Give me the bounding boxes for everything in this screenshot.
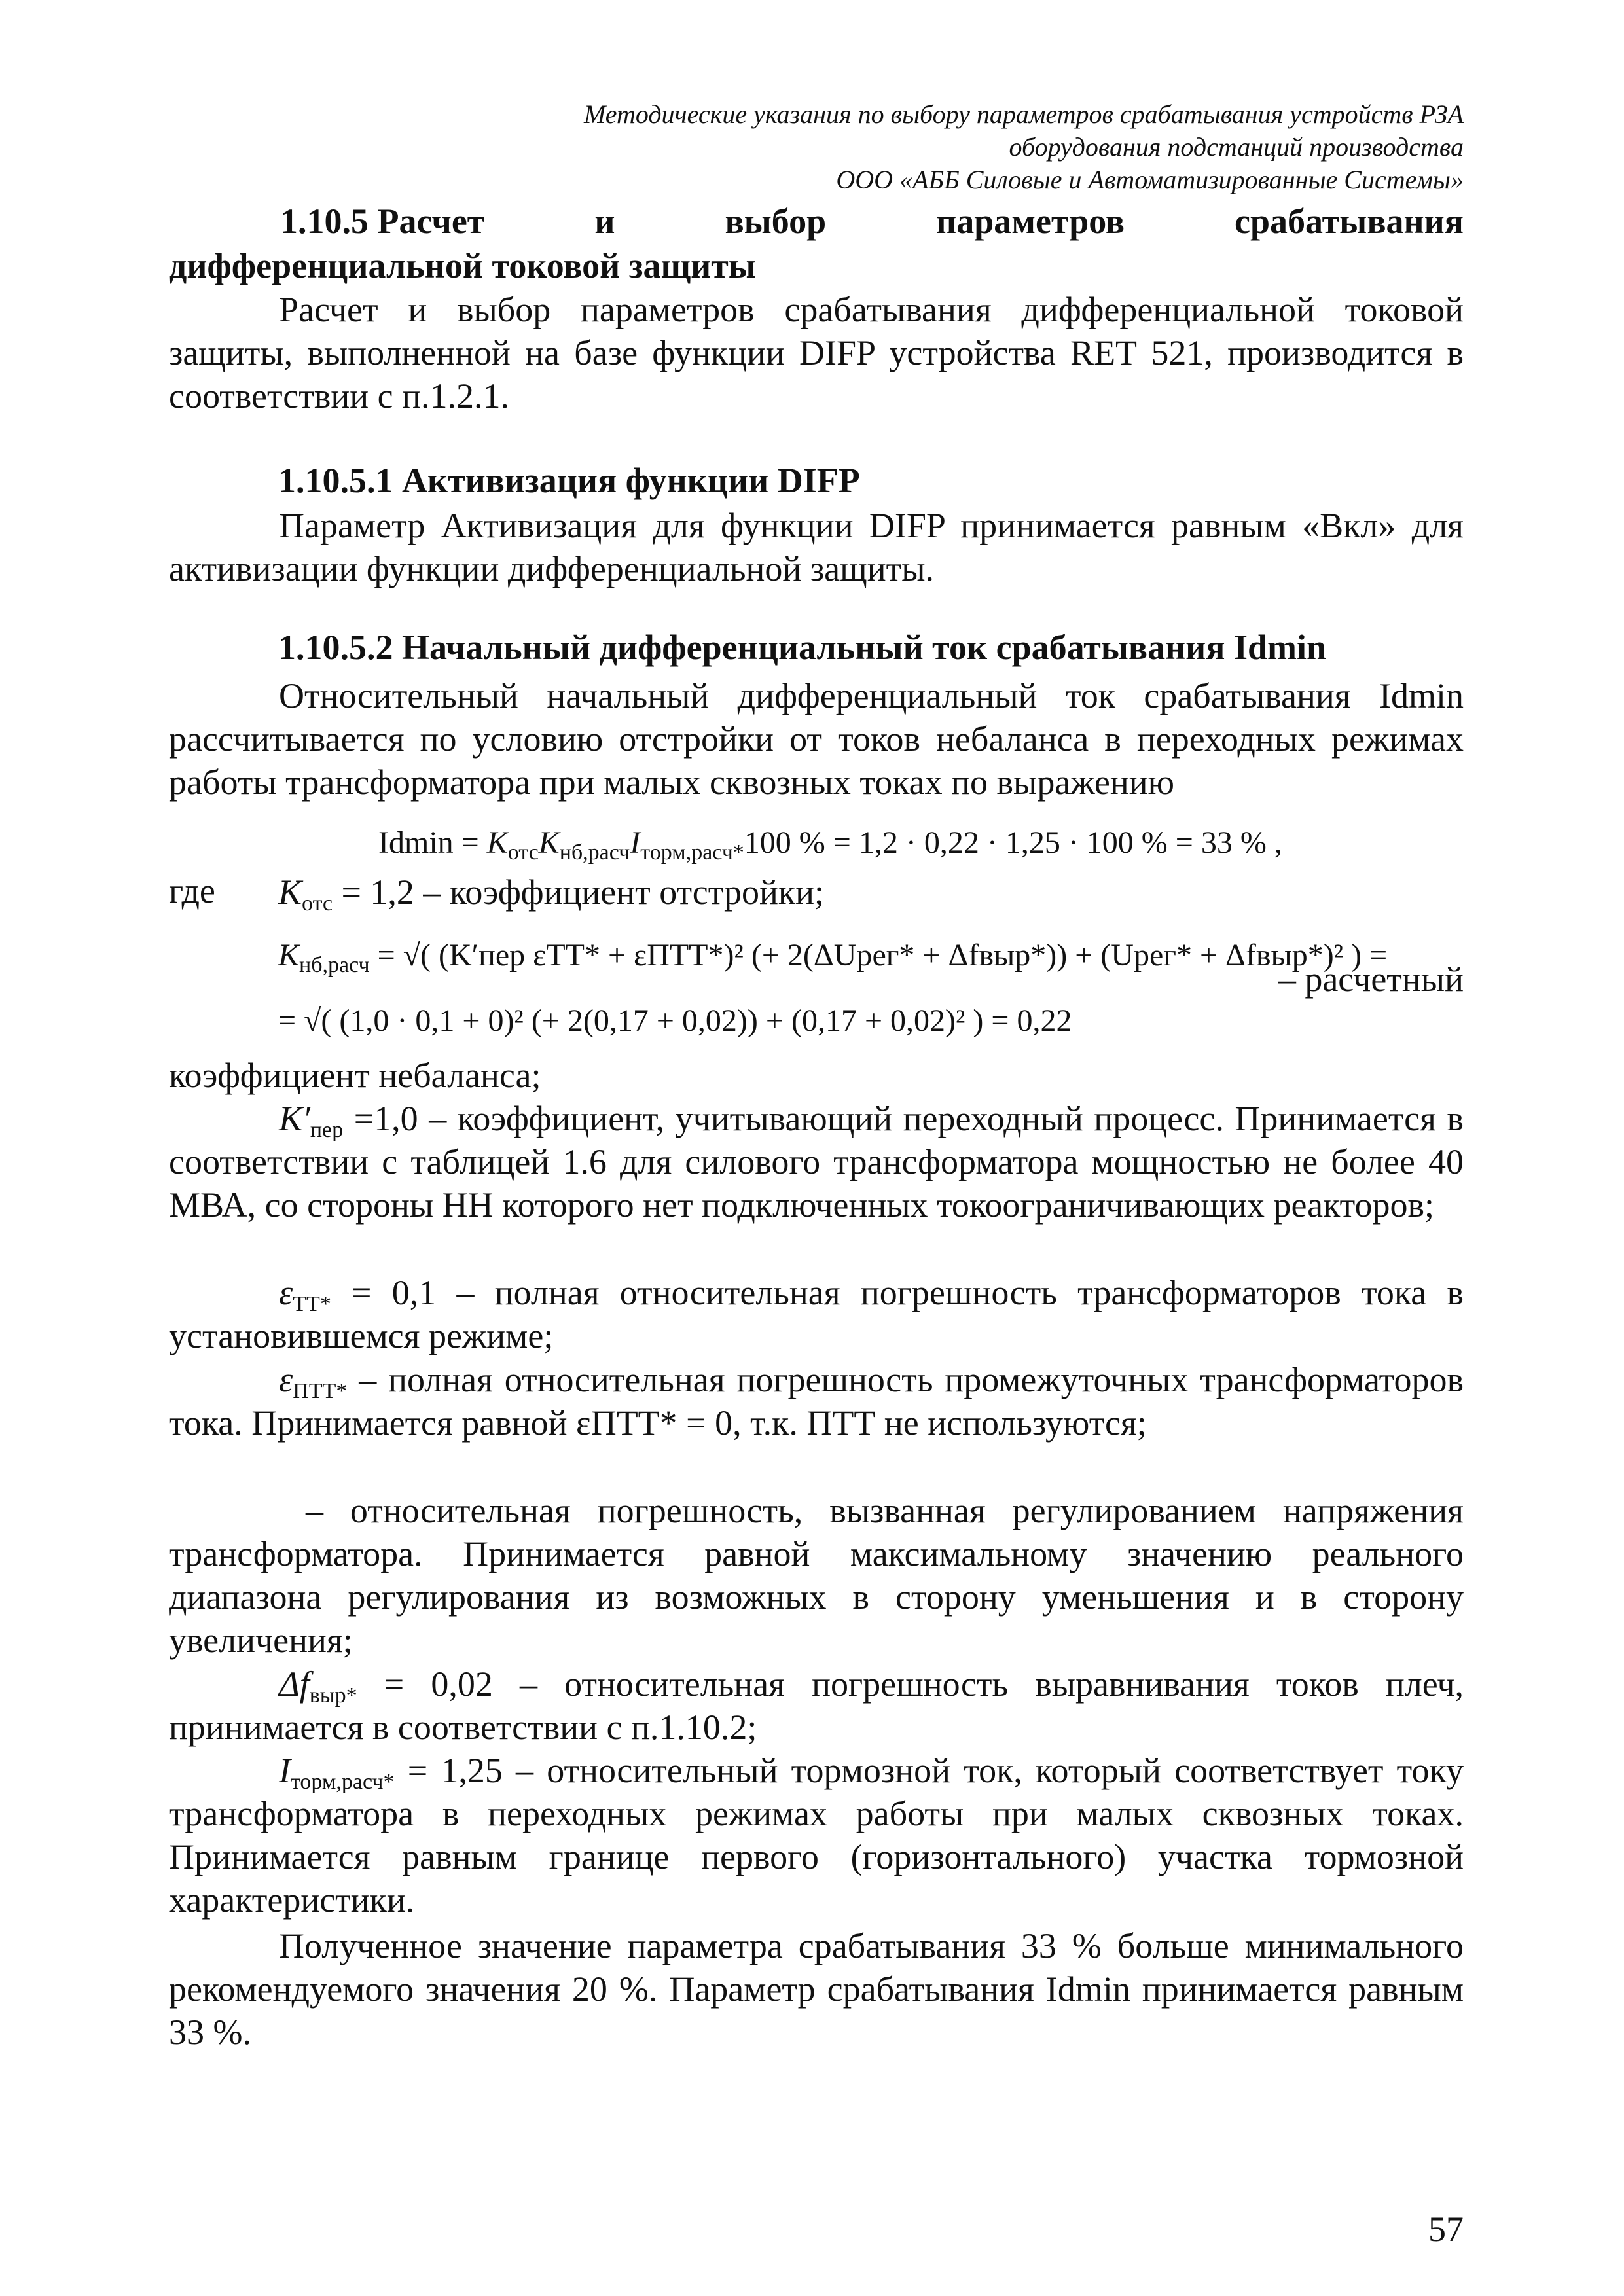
subsection-1-text: Параметр Активизация для функции DIFP принимается равным «Вкл» для активизации функции дифференциальной защиты.	[169, 506, 1464, 588]
section-heading	[169, 199, 1464, 288]
coef-imbalance-text: коэффициент небаланса;	[169, 1056, 541, 1095]
section-heading-line2: дифференциальной токовой защиты	[169, 246, 756, 285]
formula-knb-line2: = √( (1,0 · 0,1 + 0)² (+ 2(0,17 + 0,02)) + (0,17 + 0,02)² ) = 0,22	[278, 1003, 1072, 1038]
delta-f-paragraph: $\Delta f_{выр*} = 0,02$ – относительная погрешность выравнивания токов плеч, принимается в соответствии с п.1.10.2;	[169, 1664, 1464, 1747]
section-word: параметров	[936, 202, 1125, 241]
i-torm-paragraph: $I_{торм,расч*} = 1,25$ – относительный тормозной ток, который соответствует току трансформатора в переходных режимах работы при малых сквозных токах. Принимается равным границе первого (горизонтального) участка тормозной характеристики.	[169, 1751, 1464, 1920]
eps-ptt-paragraph: $\varepsilon_{ПТТ*}$ – полная относительная погрешность промежуточных трансформаторов тока. Принимается равной εПТТ* = 0, т.к. ПТТ не используются;	[169, 1360, 1464, 1443]
section-heading-line1	[169, 199, 1464, 243]
section-word: и	[594, 202, 615, 241]
delta-u-paragraph: – относительная погрешность, вызванная регулированием напряжения трансформатора. Принимается равной максимальному значению реального диапазона регулирования из возможных в сторону уменьшения и в сторону увеличения;	[169, 1491, 1464, 1660]
page-number: 57	[1428, 2210, 1464, 2249]
running-header-line3: ООО «АББ Силовые и Автоматизированные Системы»	[836, 165, 1464, 194]
section-word: срабатывания	[1235, 202, 1464, 241]
intro-paragraph: Расчет и выбор параметров срабатывания дифференциальной токовой защиты, выполненной на базе функции DIFP устройства RET 521, производится в соответствии с п.1.2.1.	[169, 290, 1464, 416]
formula-knb-line1: $K_{нб,расч}$ = √( (K′пер εТТ* + εПТТ*)² (+ 2(ΔUрег* + Δfвыр*)) + (Uрег* + Δfвыр*)² ) =	[278, 938, 1388, 977]
formula-idmin: $Idmin = K_{отс}K_{нб,расч}I_{торм,расч*}100$ % = 1,2 · 0,22 · 1,25 · 100 % = 33 % ,	[378, 825, 1282, 865]
running-header-line2: оборудования подстанций производства	[1009, 132, 1464, 162]
kots-definition: $K_{отс} = 1,2$ – коэффициент отстройки;	[278, 872, 825, 916]
subsection-2-text: Относительный начальный дифференциальный ток срабатывания Idmin рассчитывается по условию отстройки от токов небаланса в переходных режимах работы трансформатора при малых сквозных токах по выражению	[169, 676, 1464, 802]
formula-side-label: – расчетный	[1278, 960, 1464, 999]
running-header-line1: Методические указания по выбору параметров срабатывания устройств РЗА	[583, 99, 1464, 129]
section-word: выбор	[725, 202, 827, 241]
eps-tt-paragraph: $\varepsilon_{ТТ*} = 0,1$ – полная относительная погрешность трансформаторов тока в установившемся режиме;	[169, 1273, 1464, 1355]
subsection-heading-1: 1.10.5.1 Активизация функции DIFP	[278, 461, 860, 500]
conclusion-paragraph: Полученное значение параметра срабатывания 33 % больше минимального рекомендуемого значения 20 %. Параметр срабатывания Idmin принимается равным 33 %.	[169, 1926, 1464, 2052]
kper-paragraph: $K'_{пер} =1,0$ – коэффициент, учитывающий переходный процесс. Принимается в соответствии с таблицей 1.6 для силового трансформатора мощностью не более 40 МВА, со стороны НН которого нет подключенных токоограничивающих реакторов;	[169, 1099, 1464, 1225]
subsection-heading-2: 1.10.5.2 Начальный дифференциальный ток срабатывания Idmin	[278, 628, 1327, 667]
where-label: где	[169, 871, 215, 910]
section-number-and-word: 1.10.5 Расчет	[280, 202, 485, 241]
